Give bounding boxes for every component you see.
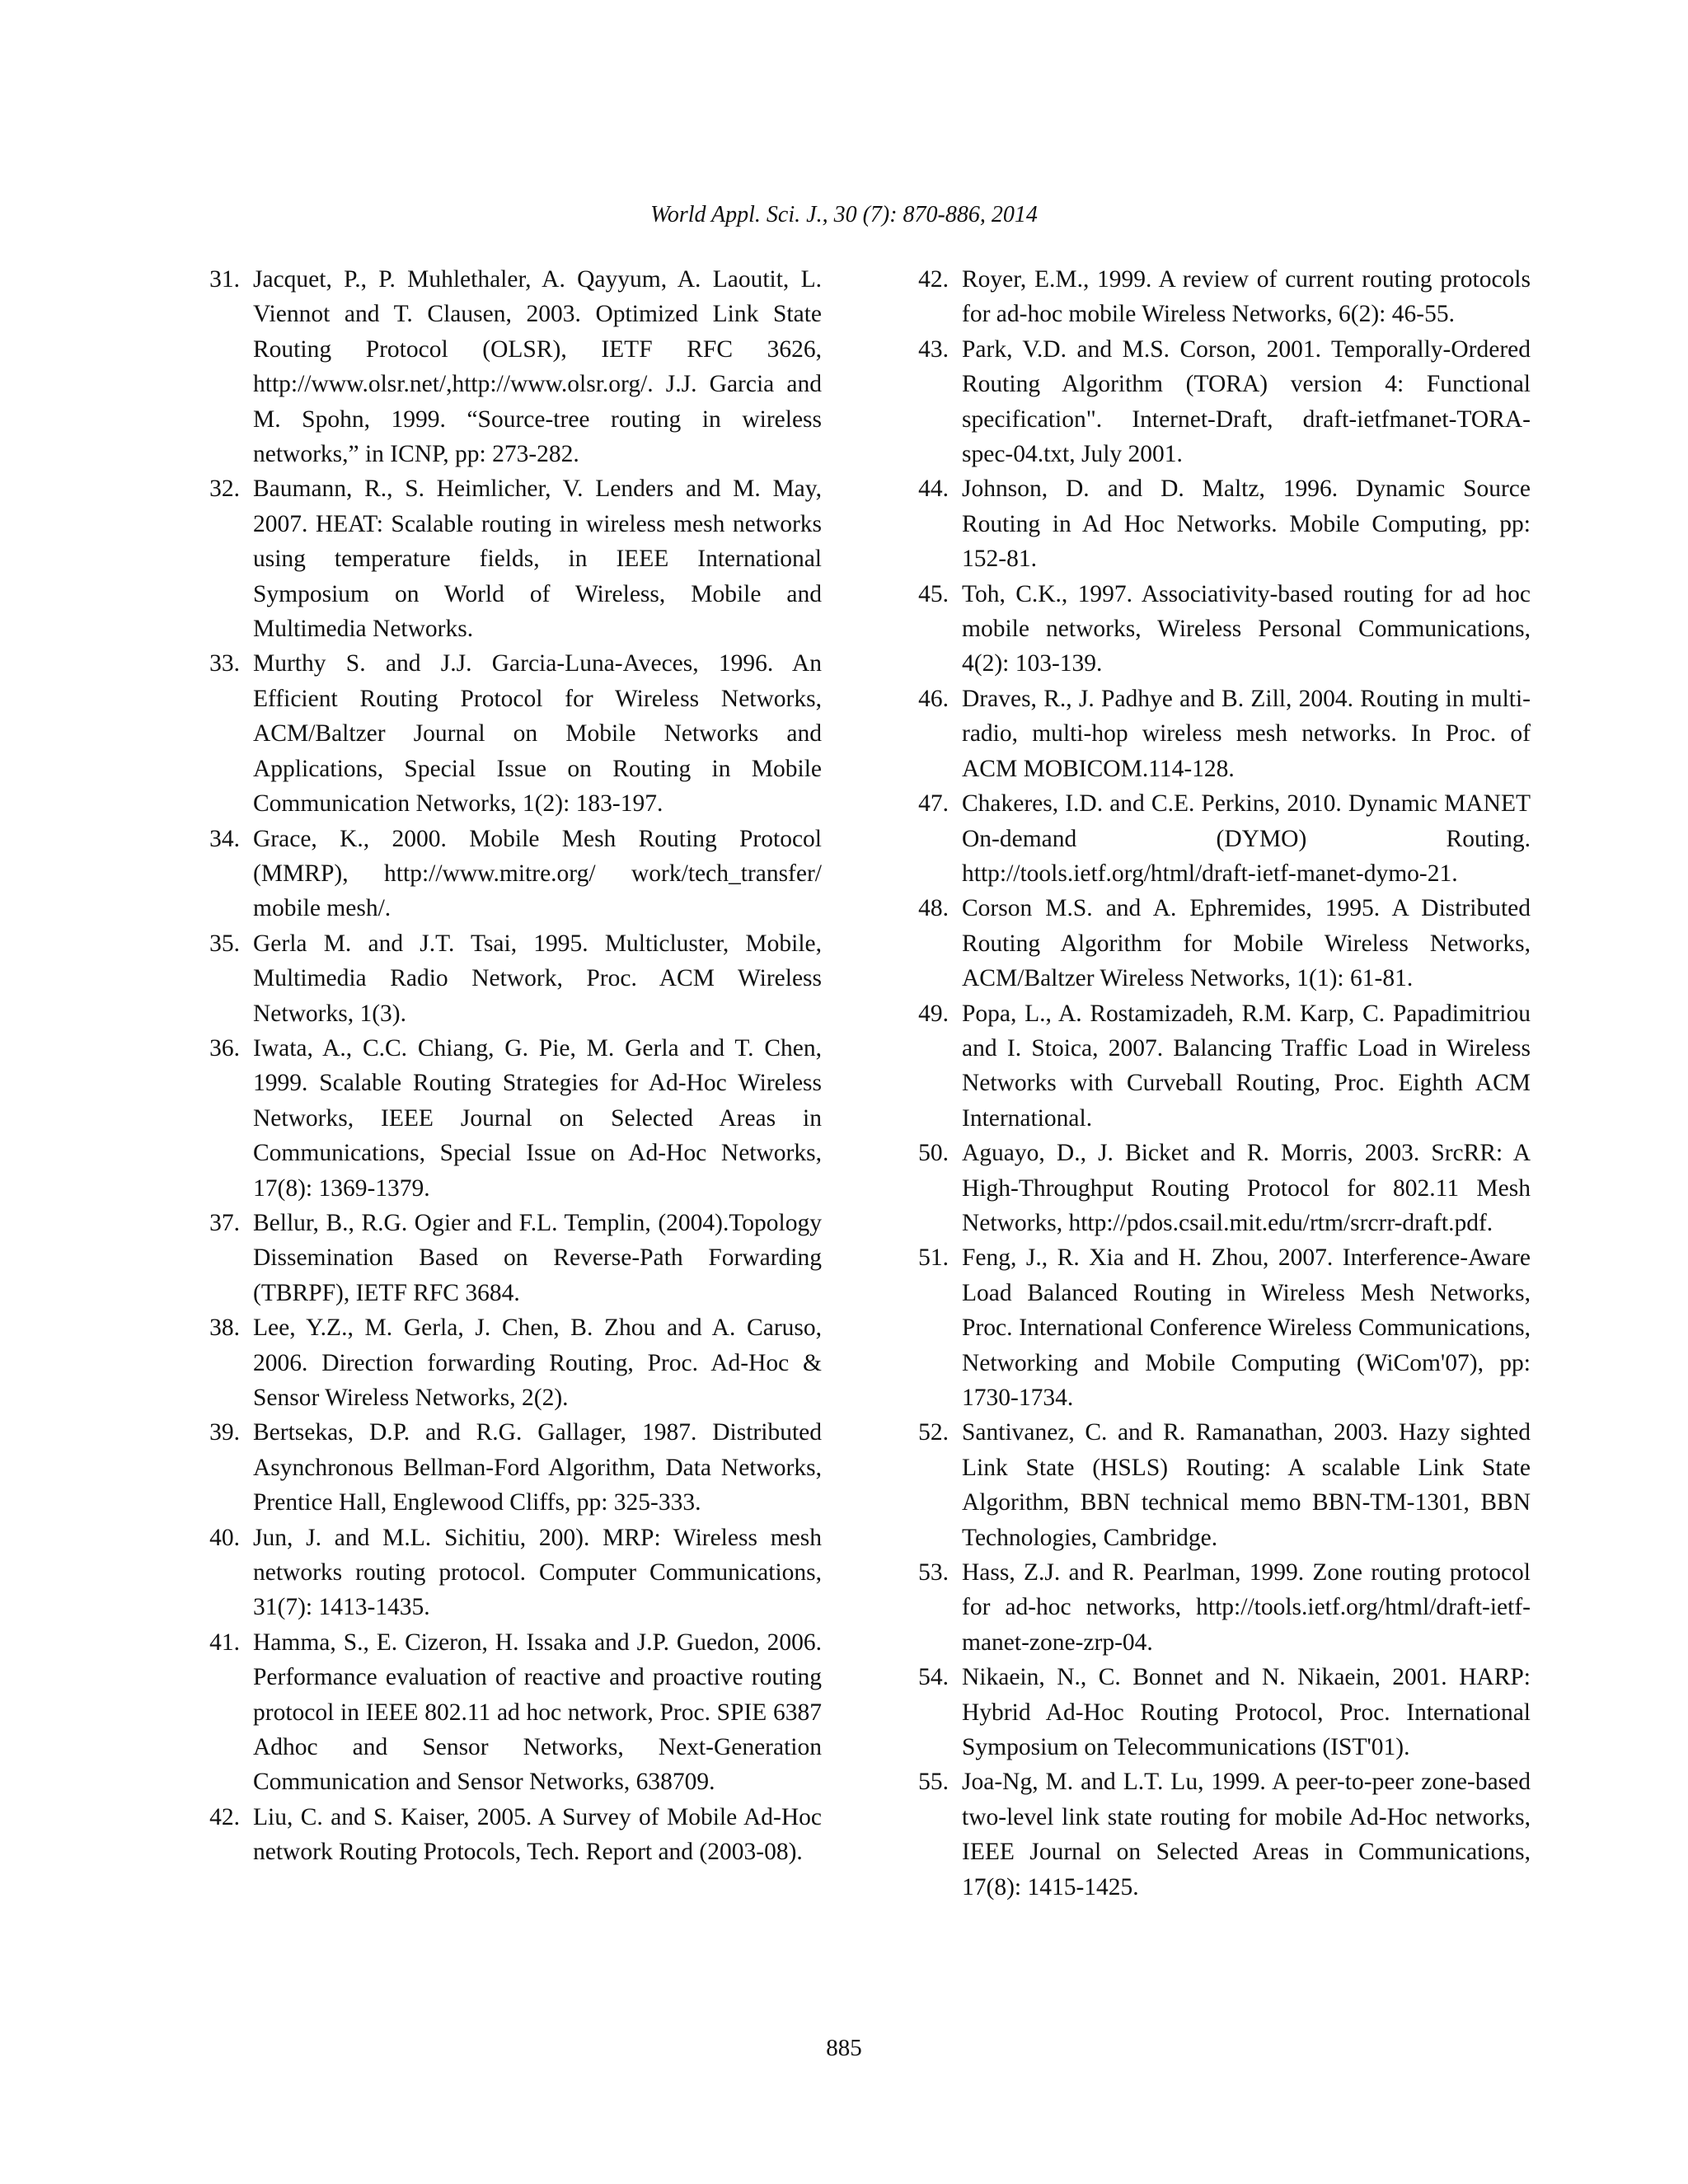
reference-number: 42. [209,1803,240,1830]
reference-item [896,1415,1531,1555]
reference-number: 31. [209,266,240,293]
reference-item [187,1800,822,1870]
reference-item [896,1660,1531,1765]
reference-item [896,682,1531,786]
reference-number: 52. [918,1419,949,1446]
reference-text: Santivanez, C. and R. Ramanathan, 2003. Hazy sighted Link State (HSLS) Routing: A scalable Link State Algorithm, BBN technical memo BBN-TM-1301, BBN Technologies, Cambridge. [962,1419,1531,1551]
reference-item [187,1310,822,1415]
reference-number: 39. [209,1419,240,1446]
reference-number: 48. [918,895,949,922]
references-left-column [187,262,822,1870]
reference-number: 41. [209,1629,240,1656]
reference-text: Gerla M. and J.T. Tsai, 1995. Multicluster, Mobile, Multimedia Radio Network, Proc. ACM Wireless Networks, 1(3). [253,930,822,1027]
reference-number: 50. [918,1140,949,1167]
reference-text: Iwata, A., C.C. Chiang, G. Pie, M. Gerla and T. Chen, 1999. Scalable Routing Strategies for Ad-Hoc Wireless Networks, IEEE Journal on Selected Areas in Communications, Special Issue on Ad-Hoc Networks, 17(8): 1369-1379. [253,1034,822,1202]
reference-text: Murthy S. and J.J. Garcia-Luna-Aveces, 1996. An Efficient Routing Protocol for Wireless Networks, ACM/Baltzer Journal on Mobile Networks and Applications, Special Issue on Routing in Mobile Communication Networks, 1(2): 183-197. [253,650,822,818]
reference-number: 38. [209,1315,240,1342]
page-number: 885 [826,2035,862,2061]
reference-text: Draves, R., J. Padhye and B. Zill, 2004. Routing in multi-radio, multi-hop wireless mesh networks. In Proc. of ACM MOBICOM.114-128. [962,685,1531,782]
reference-text: Toh, C.K., 1997. Associativity-based routing for ad hoc mobile networks, Wireless Personal Communications, 4(2): 103-139. [962,580,1531,677]
reference-number: 45. [918,580,949,607]
reference-number: 49. [918,1000,949,1027]
reference-text: Aguayo, D., J. Bicket and R. Morris, 2003. SrcRR: A High-Throughput Routing Protocol for 802.11 Mesh Networks, http://pdos.csail.mit.edu/rtm/srcrr-draft.pdf. [962,1140,1531,1236]
reference-text: Lee, Y.Z., M. Gerla, J. Chen, B. Zhou and A. Caruso, 2006. Direction forwarding Routing, Proc. Ad-Hoc & Sensor Wireless Networks, 2(2). [253,1315,822,1411]
reference-text: Hass, Z.J. and R. Pearlman, 1999. Zone routing protocol for ad-hoc networks, http://tools.ietf.org/html/draft-ietf-manet-zone-zrp-04. [962,1559,1531,1656]
reference-text: Chakeres, I.D. and C.E. Perkins, 2010. Dynamic MANET On-demand (DYMO) Routing. http://tools.ietf.org/html/draft-ietf-manet-dymo-21. [962,790,1531,887]
reference-item [187,1415,822,1520]
reference-item [896,1765,1531,1905]
running-header: World Appl. Sci. J., 30 (7): 870-886, 2014 [650,202,1038,227]
reference-number: 51. [918,1244,949,1272]
reference-number: 47. [918,790,949,818]
reference-number: 46. [918,685,949,712]
reference-text: Hamma, S., E. Cizeron, H. Issaka and J.P. Guedon, 2006. Performance evaluation of reactive and proactive routing protocol in IEEE 802.11 ad hoc network, Proc. SPIE 6387 Adhoc and Sensor Networks, Next-Generation Communication and Sensor Networks, 638709. [253,1629,822,1796]
reference-item [187,646,822,821]
reference-number: 44. [918,476,949,503]
reference-number: 54. [918,1664,949,1691]
reference-item [187,926,822,1031]
reference-item [187,1521,822,1625]
reference-text: Park, V.D. and M.S. Corson, 2001. Temporally-Ordered Routing Algorithm (TORA) version 4: Functional specification". Internet-Draft, draft-ietfmanet-TORA-spec-04.txt, July 2001. [962,335,1531,468]
references-right-column [896,262,1531,1905]
reference-number: 32. [209,476,240,503]
reference-text: Corson M.S. and A. Ephremides, 1995. A Distributed Routing Algorithm for Mobile Wireless Networks, ACM/Baltzer Wireless Networks, 1(1): 61-81. [962,895,1531,992]
reference-number: 33. [209,650,240,677]
reference-text: Jun, J. and M.L. Sichitiu, 200). MRP: Wireless mesh networks routing protocol. Computer Communications, 31(7): 1413-1435. [253,1524,822,1621]
reference-number: 40. [209,1524,240,1551]
reference-text: Bellur, B., R.G. Ogier and F.L. Templin, (2004).Topology Dissemination Based on Reverse-Path Forwarding (TBRPF), IETF RFC 3684. [253,1209,822,1306]
reference-number: 43. [918,335,949,363]
reference-text: Joa-Ng, M. and L.T. Lu, 1999. A peer-to-peer zone-based two-level link state routing for mobile Ad-Hoc networks, IEEE Journal on Selected Areas in Communications, 17(8): 1415-1425. [962,1769,1531,1900]
reference-text: Grace, K., 2000. Mobile Mesh Routing Protocol (MMRP), http://www.mitre.org/ work/tech_transfer/ mobile mesh/. [253,825,822,922]
reference-number: 55. [918,1769,949,1796]
reference-item [896,471,1531,576]
reference-number: 34. [209,825,240,852]
reference-number: 53. [918,1559,949,1586]
reference-text: Feng, J., R. Xia and H. Zhou, 2007. Interference-Aware Load Balanced Routing in Wireless Mesh Networks, Proc. International Conference Wireless Communications, Networking and Mobile Computing (WiCom'07), pp: 1730-1734. [962,1244,1531,1411]
reference-item [187,1031,822,1206]
reference-item [187,262,822,471]
reference-number: 36. [209,1034,240,1062]
reference-number: 37. [209,1209,240,1236]
reference-item [896,1136,1531,1240]
reference-text: Nikaein, N., C. Bonnet and N. Nikaein, 2001. HARP: Hybrid Ad-Hoc Routing Protocol, Proc. International Symposium on Telecommunications (IST'01). [962,1664,1531,1761]
reference-number: 42. [918,266,949,293]
reference-text: Johnson, D. and D. Maltz, 1996. Dynamic Source Routing in Ad Hoc Networks. Mobile Computing, pp: 152-81. [962,476,1531,573]
reference-item [187,471,822,646]
reference-item [896,1555,1531,1660]
reference-item [187,1206,822,1310]
reference-item [896,996,1531,1137]
reference-item [896,891,1531,996]
reference-item [896,786,1531,891]
reference-item [896,332,1531,472]
reference-text: Jacquet, P., P. Muhlethaler, A. Qayyum, A. Laoutit, L. Viennot and T. Clausen, 2003. Optimized Link State Routing Protocol (OLSR), IETF RFC 3626, http://www.olsr.net/,http://www.olsr.org/. J.J. Garcia and M. Spohn, 1999. “Source-tree routing in wireless networks,” in ICNP, pp: 273-282. [253,266,822,468]
reference-text: Baumann, R., S. Heimlicher, V. Lenders and M. May, 2007. HEAT: Scalable routing in wireless mesh networks using temperature fields, in IEEE International Symposium on World of Wireless, Mobile and Multimedia Networks. [253,476,822,643]
reference-text: Liu, C. and S. Kaiser, 2005. A Survey of Mobile Ad-Hoc network Routing Protocols, Tech. Report and (2003-08). [253,1803,822,1866]
reference-number: 35. [209,930,240,957]
reference-item [896,262,1531,332]
reference-item [187,1625,822,1800]
reference-text: Bertsekas, D.P. and R.G. Gallager, 1987. Distributed Asynchronous Bellman-Ford Algorithm, Data Networks, Prentice Hall, Englewood Cliffs, pp: 325-333. [253,1419,822,1516]
reference-text: Popa, L., A. Rostamizadeh, R.M. Karp, C. Papadimitriou and I. Stoica, 2007. Balancing Traffic Load in Wireless Networks with Curveball Routing, Proc. Eighth ACM International. [962,1000,1531,1132]
reference-item [187,822,822,926]
reference-text: Royer, E.M., 1999. A review of current routing protocols for ad-hoc mobile Wireless Networks, 6(2): 46-55. [962,266,1531,328]
reference-item [896,577,1531,682]
reference-item [896,1240,1531,1415]
